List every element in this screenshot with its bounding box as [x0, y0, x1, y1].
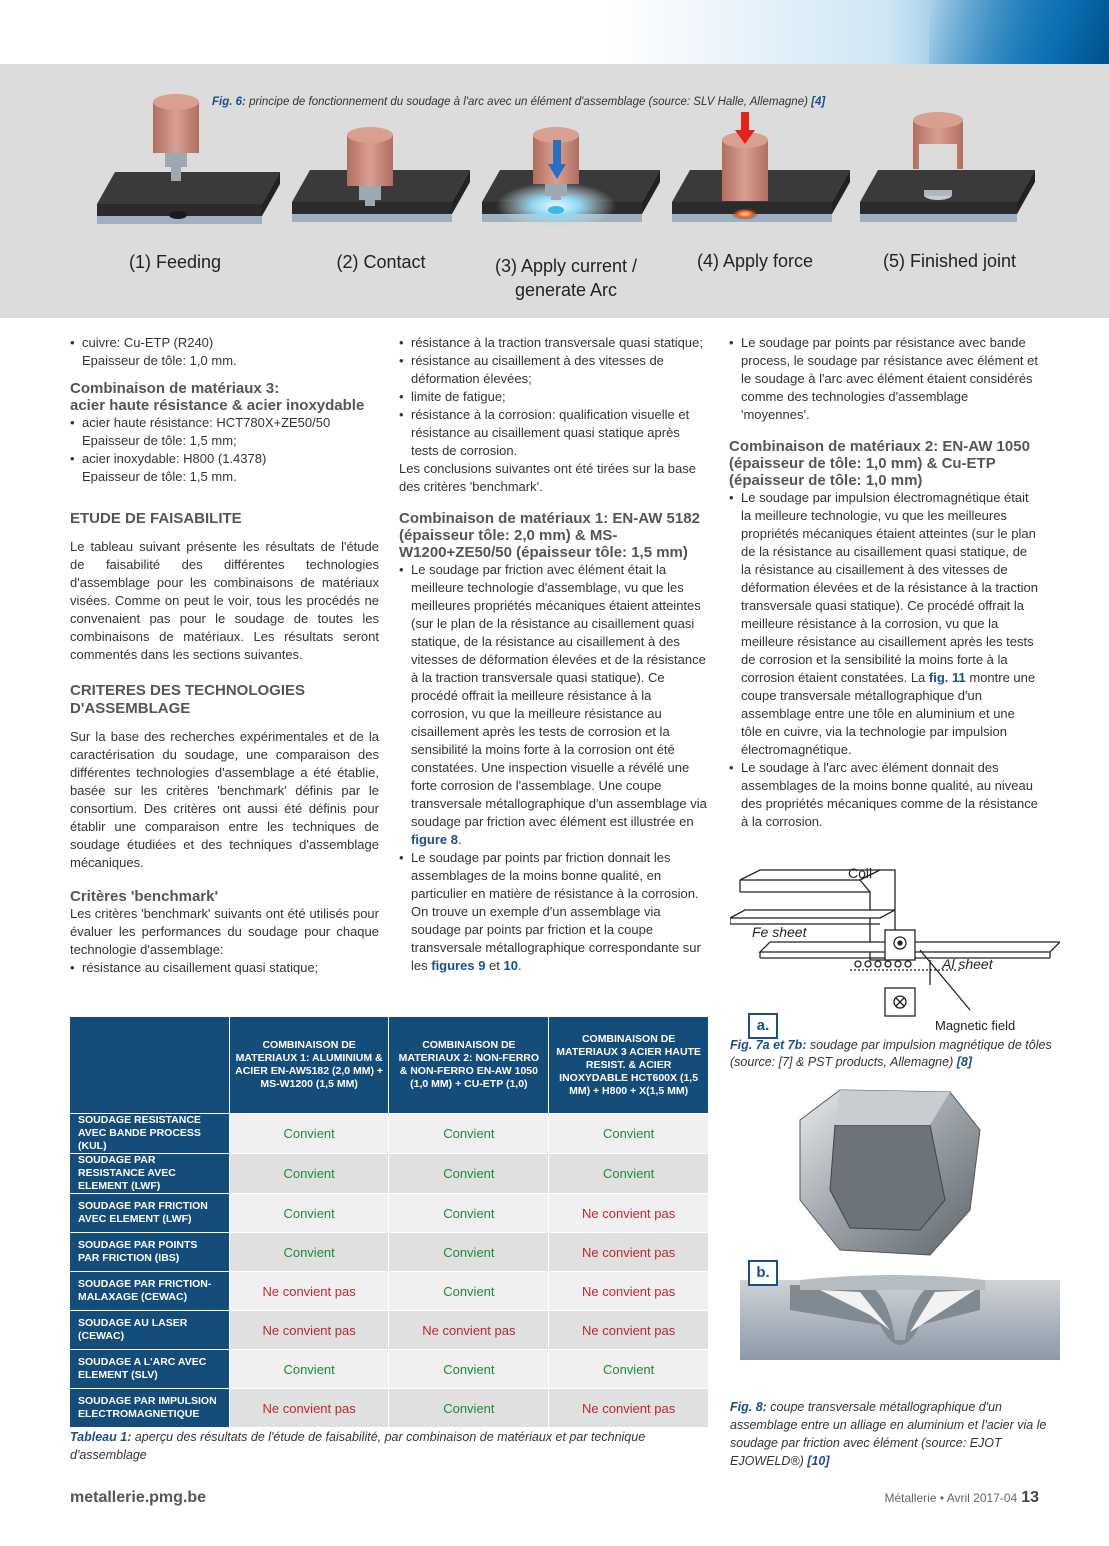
table-corner: [70, 1017, 229, 1114]
footer-issue: Métallerie • Avril 2017-04 13: [884, 1489, 1039, 1506]
step-label-feeding: (1) Feeding: [128, 252, 222, 272]
list-item: • Le soudage par friction avec élément était la meilleure technologie d'assemblage, vu que les meilleures propriétés mécaniques étaient atteintes (sur le plan de la résistance au cisaillement quasi statique, de la résistance au cisaillement à des vitesses de déformation élevées et de la résistance à la traction transversale quasi statique). Ce procédé offrait la meilleure résistance à la corrosion, vu que la meilleure résistance au cisaillement après les tests de corrosion et la sensibilité la moins forte à la corrosion ont été constatées. Une inspection visuelle a révélé une forte corrosion de l'assemblage. Une coupe transversale métallographique d'un assemblage via soudage par friction avec élément est illustrée en figure 8.: [399, 561, 709, 849]
figure-7a-diagram: [730, 860, 1060, 1035]
list-item: • Le soudage par impulsion électromagnétique était la meilleure technologie, vu que les meilleures propriétés mécaniques étaient atteintes (sur le plan de la résistance au cisaillement quasi statique, de la résistance au cisaillement à des vitesses de déformation élevées et de la résistance à la traction transversale quasi statique). Ce procédé offrait la meilleure résistance à la corrosion, vu que la meilleure résistance au cisaillement après les tests de corrosion et la sensibilité la moins forte à la corrosion étaient constatées. La fig. 11 montre une coupe transversale métallographique d'un assemblage entre une tôle en aluminium et une tôle en cuivre, via la technologie par impulsion électromagnétique.: [729, 489, 1039, 759]
table-cell: Convient: [229, 1233, 389, 1272]
step-label-finished-joint: (5) Finished joint: [882, 251, 1017, 271]
fig7-tag-a: a.: [748, 1013, 778, 1039]
list-item: • acier inoxydable: H800 (1.4378) Epaisseur de tôle: 1,5 mm.: [70, 450, 379, 486]
fig8-caption: Fig. 8: coupe transversale métallographique d'un assemblage entre un alliage en aluminium et l'acier via le soudage par friction avec élément (source: EJOT EJOWELD®) [10]: [730, 1400, 1047, 1468]
paragraph-etude: Le tableau suivant présente les résultats de l'étude de faisabilité des différentes technologies d'assemblage pour les combinaisons de matériaux visées. Comme on peut le voir, tous les procédés ne convenaient pas pour le soudage de toutes les combinaisons de matériaux. Les résultats seront commentés dans les sections suivantes.: [70, 539, 379, 662]
column-3: [729, 334, 1039, 831]
step-label-contact: (2) Contact: [336, 252, 426, 272]
list-item: • Le soudage par points par résistance avec bande process, le soudage par résistance avec élément et le soudage à l'arc avec élément étaient considérés comme des technologies d'assemblage 'moyennes'.: [729, 334, 1039, 424]
footer-site-link[interactable]: metallerie.pmg.be: [70, 1489, 207, 1506]
table-cell: Convient: [389, 1194, 549, 1233]
table-row-label: SOUDAGE PAR POINTS PAR FRICTION (IBS): [70, 1233, 229, 1272]
table-cell: Ne convient pas: [549, 1194, 708, 1233]
table-cell: Convient: [549, 1114, 708, 1154]
table-row-label: SOUDAGE RESISTANCE AVEC BANDE PROCESS (KUL): [70, 1114, 229, 1154]
table-row: [70, 1194, 708, 1233]
plate-2: [292, 127, 470, 222]
paragraph-benchmark: Les critères 'benchmark' suivants ont été utilisés pour évaluer les performances du soudage pour chaque technologie d'assemblage:: [70, 906, 379, 957]
table-row: [70, 1233, 708, 1272]
heading-comb1: Combinaison de matériaux 1: EN-AW 5182 (épaisseur tôle: 2,0 mm) & MS-W1200+ZE50/50 (épaisseur tôle: 1,5 mm): [399, 510, 700, 561]
plate-1: [97, 94, 280, 224]
heading-criteres: CRITERES DES TECHNOLOGIES D'ASSEMBLAGE: [70, 682, 306, 717]
paragraph-criteres: Sur la base des recherches expérimentales et de la caractérisation du soudage, une comparaison des différentes technologies d'assemblage a été établie, basée sur les critères 'benchmark' définis par le consortium. Des critères ont aussi été définis pour établir une comparaison entre les techniques de soudage étudiées et des techniques d'assemblage mécaniques.: [70, 729, 379, 870]
table-cell: Convient: [229, 1154, 389, 1194]
step-label-apply-current: (3) Apply current / generate Arc: [494, 256, 638, 300]
list-item: • résistance à la corrosion: qualification visuelle et résistance au cisaillement quasi statique après tests de corrosion.: [399, 406, 709, 460]
table-cell: Convient: [389, 1350, 549, 1389]
step-label-apply-force: (4) Apply force: [696, 251, 814, 271]
list-item: • résistance au cisaillement quasi statique;: [70, 959, 379, 977]
table-header-comb3: COMBINAISON DE MATERIAUX 3 ACIER HAUTE RESIST. & ACIER INOXYDABLE HCT600X (1,5 MM) + H800 + X(1,5 MM): [549, 1017, 708, 1114]
table-row: [70, 1350, 708, 1389]
table-cell: Convient: [229, 1194, 389, 1233]
table-cell: Convient: [389, 1114, 549, 1154]
top-accent: [929, 0, 1109, 64]
table-cell: Ne convient pas: [549, 1233, 708, 1272]
table-cell: Ne convient pas: [229, 1311, 389, 1350]
table-cell: Ne convient pas: [229, 1389, 389, 1428]
table-cell: Convient: [389, 1233, 549, 1272]
table-header-comb2: COMBINAISON DE MATERIAUX 2: NON-FERRO & NON-FERRO EN-AW 1050 (1,0 MM) + CU-ETP (1,0): [389, 1017, 549, 1114]
feasibility-table: [70, 1017, 708, 1427]
list-item: • acier haute résistance: HCT780X+ZE50/50 Epaisseur de tôle: 1,5 mm;: [70, 414, 379, 450]
fig6-caption: Fig. 6: principe de fonctionnement du soudage à l'arc avec un élément d'assemblage (source: SLV Halle, Allemagne) [4]: [212, 96, 826, 108]
table-row: [70, 1114, 708, 1154]
list-item: • résistance à la traction transversale quasi statique;: [399, 334, 709, 352]
coil-label: Coil: [848, 865, 873, 881]
table-cell: Ne convient pas: [389, 1311, 549, 1350]
column-1: [70, 334, 379, 977]
column-2: [399, 334, 709, 975]
table-cell: Ne convient pas: [549, 1389, 708, 1428]
heading-comb2: Combinaison de matériaux 2: EN-AW 1050 (épaisseur de tôle: 1,0 mm) & Cu-ETP (épaisseur de tôle: 1,0 mm): [729, 438, 1030, 489]
table-cell: Convient: [549, 1154, 708, 1194]
table-row-label: SOUDAGE PAR FRICTION-MALAXAGE (CEWAC): [70, 1272, 229, 1311]
table-cell: Convient: [389, 1272, 549, 1311]
list-item: • Le soudage par points par friction donnait les assemblages de la moins bonne qualité, en particulier en matière de résistance à la corrosion. On trouve un exemple d'un assemblage via soudage par points par friction et la coupe transversale métallographique correspondante sur les figures 9 et 10.: [399, 849, 709, 975]
heading-comb3: Combinaison de matériaux 3: acier haute résistance & acier inoxydable: [70, 380, 365, 414]
fig7-caption: Fig. 7a et 7b: soudage par impulsion magnétique de tôles (source: [7] & PST products, Allemagne) [8]: [730, 1038, 1052, 1069]
list-item: • résistance au cisaillement à des vitesses de déformation élevées;: [399, 352, 709, 388]
table-row: [70, 1154, 708, 1194]
list-item: • Le soudage à l'arc avec élément donnait des assemblages de la moins bonne qualité, au niveau des propriétés mécaniques comme de la résistance à la corrosion.: [729, 759, 1039, 831]
table-cell: Convient: [549, 1350, 708, 1389]
plate-5: [860, 112, 1035, 222]
table-row-label: SOUDAGE A L'ARC AVEC ELEMENT (SLV): [70, 1350, 229, 1389]
plate-4: [672, 112, 850, 222]
table-cell: Convient: [229, 1114, 389, 1154]
table-row-label: SOUDAGE AU LASER (CEWAC): [70, 1311, 229, 1350]
table-row-label: SOUDAGE PAR IMPULSION ELECTROMAGNETIQUE: [70, 1389, 229, 1428]
table-cell: Ne convient pas: [549, 1272, 708, 1311]
table-row: [70, 1272, 708, 1311]
table-cell: Convient: [389, 1389, 549, 1428]
table-row-label: SOUDAGE PAR RESISTANCE AVEC ELEMENT (LWF): [70, 1154, 229, 1194]
welded-tube-photo: [800, 1090, 980, 1255]
heading-etude: ETUDE DE FAISABILITE: [70, 510, 242, 527]
table-header-row: [70, 1017, 708, 1114]
table-cell: Ne convient pas: [549, 1311, 708, 1350]
table-row: [70, 1389, 708, 1428]
page-number: 13: [1021, 1489, 1039, 1506]
heading-benchmark: Critères 'benchmark': [70, 888, 219, 905]
list-item: • cuivre: Cu-ETP (R240) Epaisseur de tôle: 1,0 mm.: [70, 334, 379, 370]
fig8-tag-b: b.: [748, 1260, 778, 1286]
table-cell: Ne convient pas: [229, 1272, 389, 1311]
magnetic-field-label: Magnetic field: [935, 1018, 1016, 1033]
fe-sheet-label: Fe sheet: [752, 924, 807, 940]
plate-3: [482, 127, 660, 230]
list-item: • limite de fatigue;: [399, 388, 709, 406]
table-cell: Convient: [389, 1154, 549, 1194]
table-header-comb1: COMBINAISON DE MATERIAUX 1: ALUMINIUM & ACIER EN-AW5182 (2,0 MM) + MS-W1200 (1,5 MM): [229, 1017, 389, 1114]
table-row-label: SOUDAGE PAR FRICTION AVEC ELEMENT (LWF): [70, 1194, 229, 1233]
table-caption: Tableau 1: aperçu des résultats de l'étude de faisabilité, par combinaison de matériaux et par technique d'assemblage: [70, 1430, 646, 1462]
figure-7b-8-photos: [730, 1080, 1060, 1390]
table-row: [70, 1311, 708, 1350]
table-cell: Convient: [229, 1350, 389, 1389]
paragraph-conclusions: Les conclusions suivantes ont été tirées sur la base des critères 'benchmark'.: [399, 461, 697, 494]
al-sheet-label: Al sheet: [942, 956, 993, 972]
